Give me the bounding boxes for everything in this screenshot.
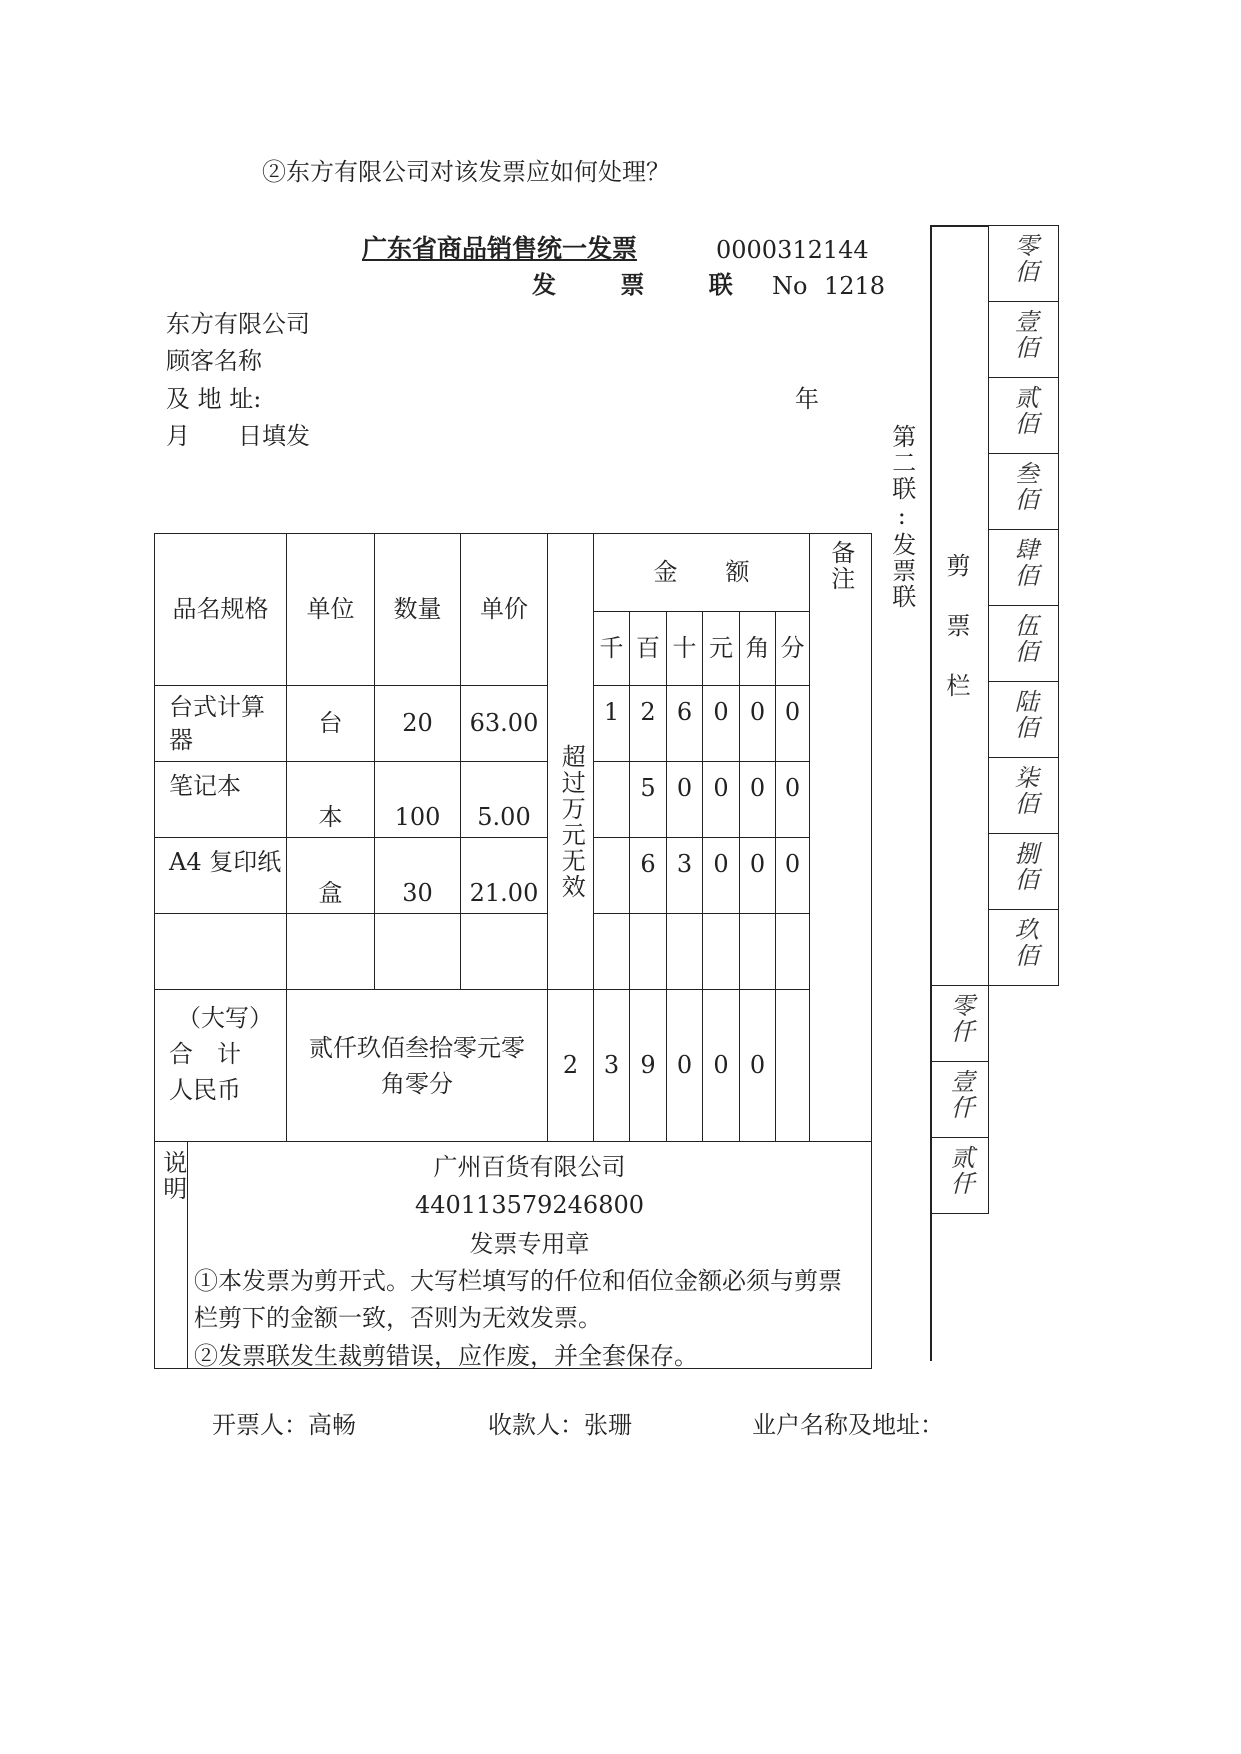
total-digit: 0	[740, 990, 776, 1142]
total-row	[155, 990, 872, 1142]
amount-digit	[630, 914, 667, 990]
item-qty: 20	[375, 686, 461, 762]
item-unit: 本	[287, 762, 375, 838]
total-words-1: 贰仟玖佰叁拾零元零	[309, 1033, 525, 1062]
cut-column-label: 剪票栏	[942, 553, 970, 733]
notes-label-col	[155, 1142, 188, 1368]
cut-cell-hundreds[interactable]	[989, 758, 1059, 834]
address-label: 及 地 址:	[166, 385, 262, 413]
header-item: 品名规格	[155, 534, 287, 686]
amount-digit: 0	[740, 762, 776, 838]
cut-label: 柒佰	[1010, 764, 1039, 817]
payee-field	[488, 1413, 632, 1437]
cut-label: 壹仟	[946, 1068, 975, 1121]
item-price	[461, 914, 548, 990]
cut-label: 贰佰	[1010, 384, 1039, 437]
cut-label: 叁佰	[1010, 460, 1039, 513]
total-label-3: 人民币	[169, 1076, 241, 1104]
header-qty: 数量	[375, 534, 461, 686]
payee-name: 张珊	[584, 1411, 632, 1439]
copy-side-label: 第二联:发票联	[887, 424, 916, 610]
digit-header-hundred: 百	[630, 612, 667, 686]
remark-cell	[810, 534, 872, 1142]
amount-digit: 0	[776, 762, 810, 838]
amount-digit: 3	[667, 838, 703, 914]
amount-digit: 0	[740, 686, 776, 762]
cut-label: 肆佰	[1010, 536, 1039, 589]
note-2: ②发票联发生裁剪错误，应作废，并全套保存。	[194, 1341, 698, 1370]
amount-digit: 0	[776, 686, 810, 762]
thousands-cut-table	[930, 985, 989, 1214]
issuer-label: 开票人：	[212, 1411, 308, 1439]
amount-digit	[594, 762, 630, 838]
invoice-table	[154, 533, 872, 1369]
total-digit: 0	[667, 990, 703, 1142]
item-price: 63.00	[461, 686, 548, 762]
table-row	[155, 838, 872, 914]
item-qty	[375, 914, 461, 990]
cut-label: 捌佰	[1010, 840, 1039, 893]
amount-digit	[667, 914, 703, 990]
cut-cell-hundreds[interactable]	[989, 606, 1059, 682]
header-unit: 单位	[287, 534, 375, 686]
amount-digit	[740, 914, 776, 990]
payee-label: 收款人：	[488, 1411, 584, 1439]
cut-cell-hundreds[interactable]	[989, 530, 1059, 606]
total-label-2: 合 计	[169, 1040, 241, 1068]
cut-label: 壹佰	[1010, 308, 1039, 361]
item-qty: 100	[375, 762, 461, 838]
cut-label: 玖佰	[1010, 916, 1039, 969]
table-row	[155, 686, 872, 762]
invalid-note-cell	[548, 534, 594, 990]
total-label-cell	[155, 990, 287, 1142]
notes-cell	[155, 1142, 872, 1369]
invoice-number-label: No	[772, 272, 808, 300]
item-name: A4 复印纸	[155, 838, 287, 914]
note-1: ①本发票为剪开式。大写栏填写的仟位和佰位金额必须与剪票栏剪下的金额一致，否则为无效发票。	[194, 1267, 842, 1333]
header-amount: 金 额	[594, 534, 810, 612]
total-digit: 9	[630, 990, 667, 1142]
question-text: ②东方有限公司对该发票应如何处理？	[262, 158, 670, 186]
cut-label: 陆佰	[1010, 688, 1039, 741]
cut-label: 零佰	[1010, 232, 1039, 285]
total-words-cell	[287, 990, 548, 1142]
invoice-number: 1218	[824, 272, 886, 300]
issuer-name: 高畅	[308, 1411, 356, 1439]
copy-label: 发 票 联	[532, 270, 761, 299]
amount-digit: 0	[703, 762, 740, 838]
invalid-note: 超过万元无效	[557, 743, 586, 900]
item-name	[155, 914, 287, 990]
amount-digit: 0	[703, 838, 740, 914]
amount-digit: 1	[594, 686, 630, 762]
hundreds-cut-table	[988, 225, 1059, 986]
amount-digit: 0	[740, 838, 776, 914]
total-label-1: （大写）	[177, 1004, 273, 1032]
amount-digit: 0	[776, 838, 810, 914]
cut-cell-hundreds[interactable]	[989, 226, 1059, 302]
amount-digit	[776, 914, 810, 990]
amount-digit: 2	[630, 686, 667, 762]
amount-digit	[594, 838, 630, 914]
digit-header-ten: 十	[667, 612, 703, 686]
item-price: 5.00	[461, 762, 548, 838]
cut-label: 零仟	[946, 992, 975, 1045]
cut-cell-hundreds[interactable]	[989, 682, 1059, 758]
table-row	[155, 914, 872, 990]
cut-cell-hundreds[interactable]	[989, 378, 1059, 454]
item-qty: 30	[375, 838, 461, 914]
total-digit: 2	[548, 990, 594, 1142]
digit-header-yuan: 元	[703, 612, 740, 686]
amount-digit: 0	[703, 686, 740, 762]
amount-digit	[703, 914, 740, 990]
notes-body	[188, 1142, 871, 1368]
digit-header-thousand: 千	[594, 612, 630, 686]
cut-cell-hundreds[interactable]	[989, 302, 1059, 378]
item-name: 笔记本	[155, 762, 287, 838]
notes-row	[155, 1142, 872, 1369]
cut-label: 伍佰	[1010, 612, 1039, 665]
notes-label: 说明	[158, 1150, 187, 1202]
header-price: 单价	[461, 534, 548, 686]
item-price: 21.00	[461, 838, 548, 914]
invoice-title: 广东省商品销售统一发票	[362, 234, 638, 263]
customer-name-value: 东方有限公司	[166, 310, 310, 338]
amount-digit: 5	[630, 762, 667, 838]
date-label: 月 日填发	[166, 422, 310, 450]
header-remark: 备注	[826, 540, 855, 592]
digit-header-fen: 分	[776, 612, 810, 686]
cut-cell-thousands[interactable]	[931, 1138, 989, 1214]
cut-label: 贰仟	[946, 1144, 975, 1197]
cut-cell-thousands[interactable]	[931, 1062, 989, 1138]
item-name: 台式计算器	[155, 686, 287, 762]
year-label: 年	[795, 385, 819, 413]
amount-digit: 6	[667, 686, 703, 762]
table-row	[155, 762, 872, 838]
digit-header-jiao: 角	[740, 612, 776, 686]
total-digit: 0	[703, 990, 740, 1142]
invoice-code: 0000312144	[716, 236, 869, 264]
business-label: 业户名称及地址：	[752, 1411, 944, 1439]
cut-cell-hundreds[interactable]	[989, 910, 1059, 986]
item-unit	[287, 914, 375, 990]
cut-cell-thousands[interactable]	[931, 986, 989, 1062]
cut-column-top-border	[930, 225, 988, 227]
total-digit: 3	[594, 990, 630, 1142]
seal-company: 广州百货有限公司	[433, 1153, 626, 1181]
seal-text: 发票专用章	[469, 1229, 590, 1258]
amount-digit: 6	[630, 838, 667, 914]
amount-digit: 0	[667, 762, 703, 838]
cut-cell-hundreds[interactable]	[989, 834, 1059, 910]
customer-name-label: 顾客名称	[166, 347, 262, 375]
total-words-2: 角零分	[381, 1069, 453, 1098]
issuer-field	[212, 1413, 356, 1437]
cut-cell-hundreds[interactable]	[989, 454, 1059, 530]
amount-digit	[594, 914, 630, 990]
item-unit: 台	[287, 686, 375, 762]
seal-tax-id: 440113579246800	[414, 1191, 645, 1220]
item-unit: 盒	[287, 838, 375, 914]
